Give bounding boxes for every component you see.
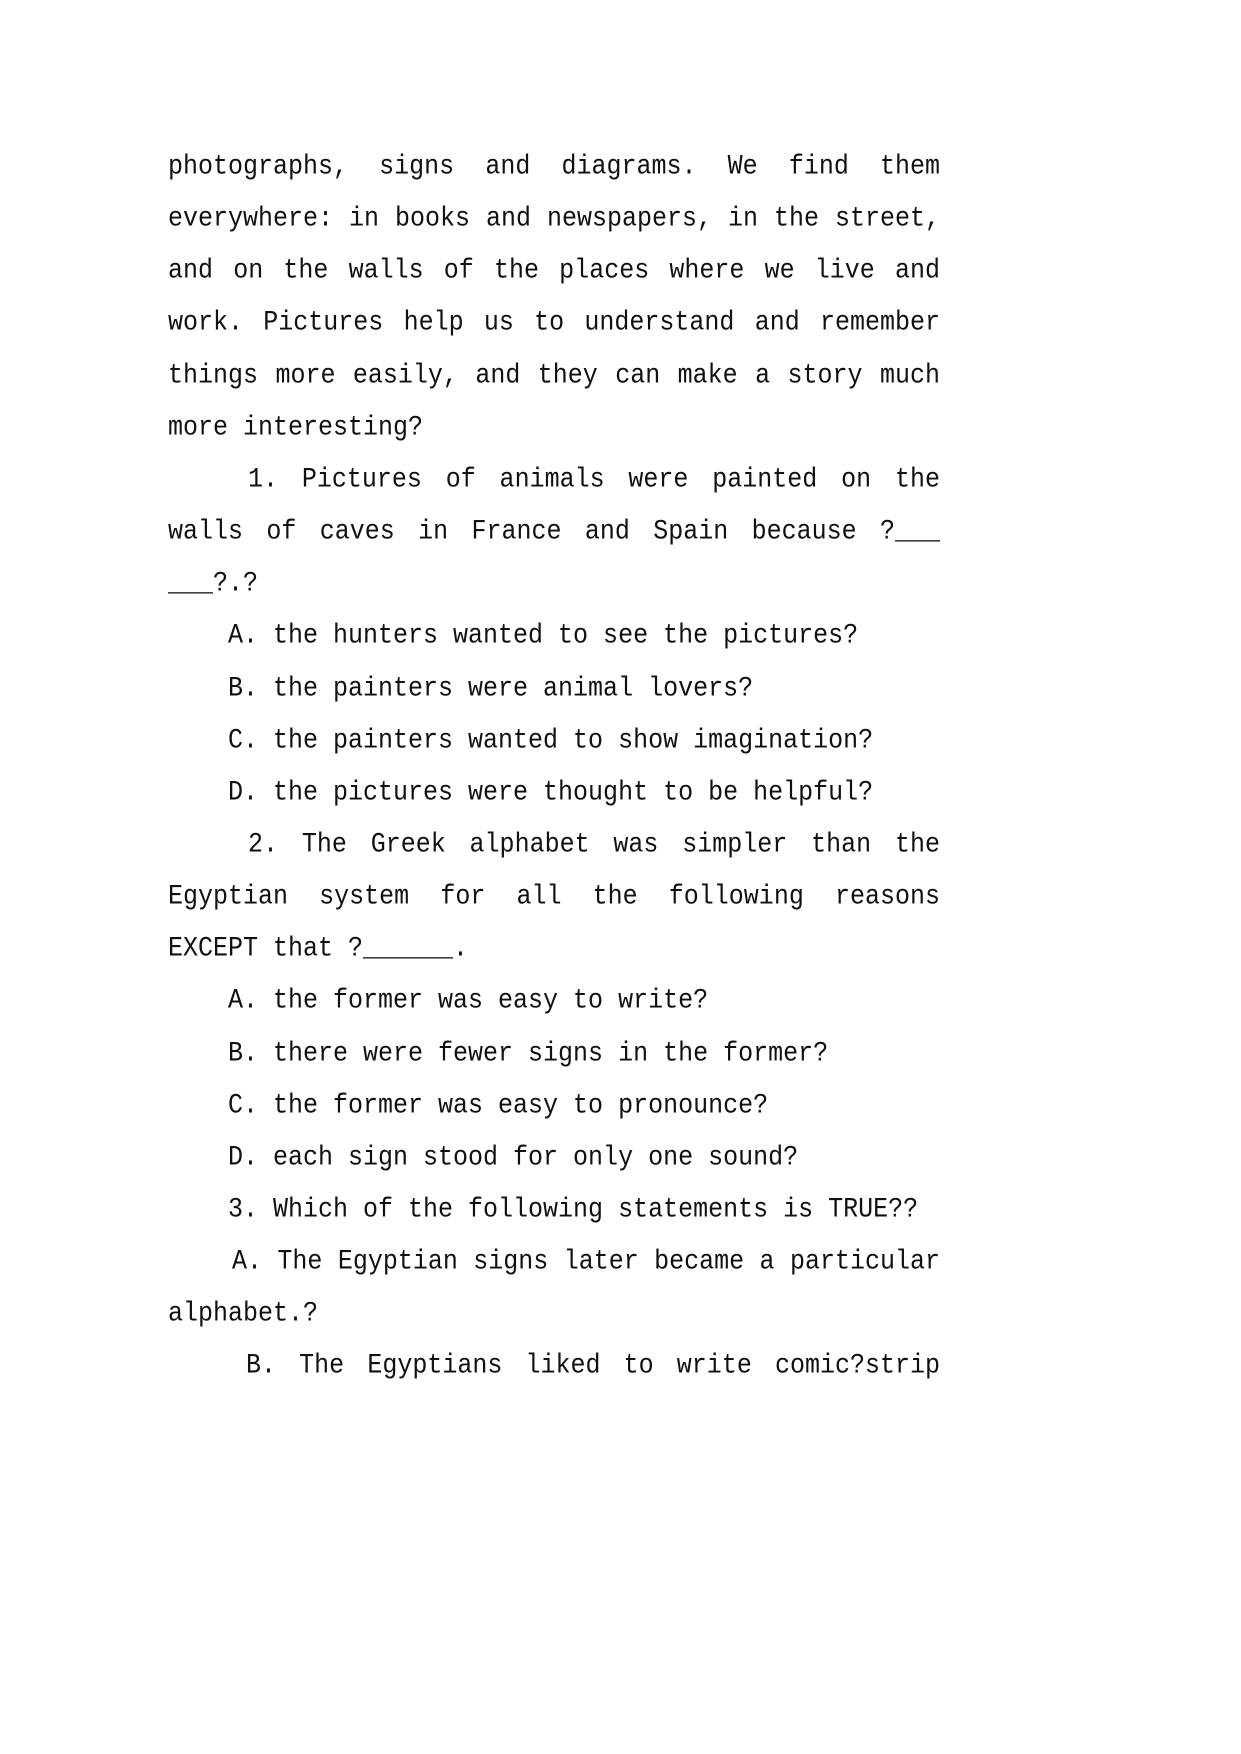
question-1: 1. Pictures of animals were painted on the [248, 463, 940, 496]
q2-option-c: C. the former was easy to pronounce? [228, 1089, 769, 1122]
q1-option-c: C. the painters wanted to show imagination? [228, 724, 874, 757]
q3-option-a: A. The Egyptian signs later became a particular [232, 1245, 940, 1278]
q1-option-b: B. the painters were animal lovers? [228, 672, 754, 705]
question-1-line: ___?.? [168, 567, 259, 600]
paragraph-line: more interesting? [168, 411, 424, 444]
q3-option-a-line: alphabet.? [168, 1297, 319, 1330]
q1-option-a: A. the hunters wanted to see the pictures? [228, 619, 859, 652]
q3-option-b: B. The Egyptians liked to write comic?strip [246, 1349, 940, 1382]
paragraph-line: things more easily, and they can make a story much [168, 359, 940, 392]
paragraph-line: photographs, signs and diagrams. We find them [168, 150, 940, 183]
paragraph-line: and on the walls of the places where we live and [168, 254, 940, 287]
paragraph-line: everywhere: in books and newspapers, in the street, [168, 202, 940, 235]
question-1-line: walls of caves in France and Spain because ?___ [168, 515, 940, 548]
question-2-line: EXCEPT that ?______. [168, 932, 469, 965]
question-2-line: Egyptian system for all the following reasons [168, 880, 940, 913]
question-2: 2. The Greek alphabet was simpler than the [248, 828, 940, 861]
q2-option-a: A. the former was easy to write? [228, 984, 709, 1017]
q2-option-d: D. each sign stood for only one sound? [228, 1141, 799, 1174]
q1-option-d: D. the pictures were thought to be helpful? [228, 776, 874, 809]
question-3: 3. Which of the following statements is TRUE?? [228, 1193, 919, 1226]
q2-option-b: B. there were fewer signs in the former? [228, 1037, 829, 1070]
paragraph-line: work. Pictures help us to understand and remember [168, 306, 940, 339]
